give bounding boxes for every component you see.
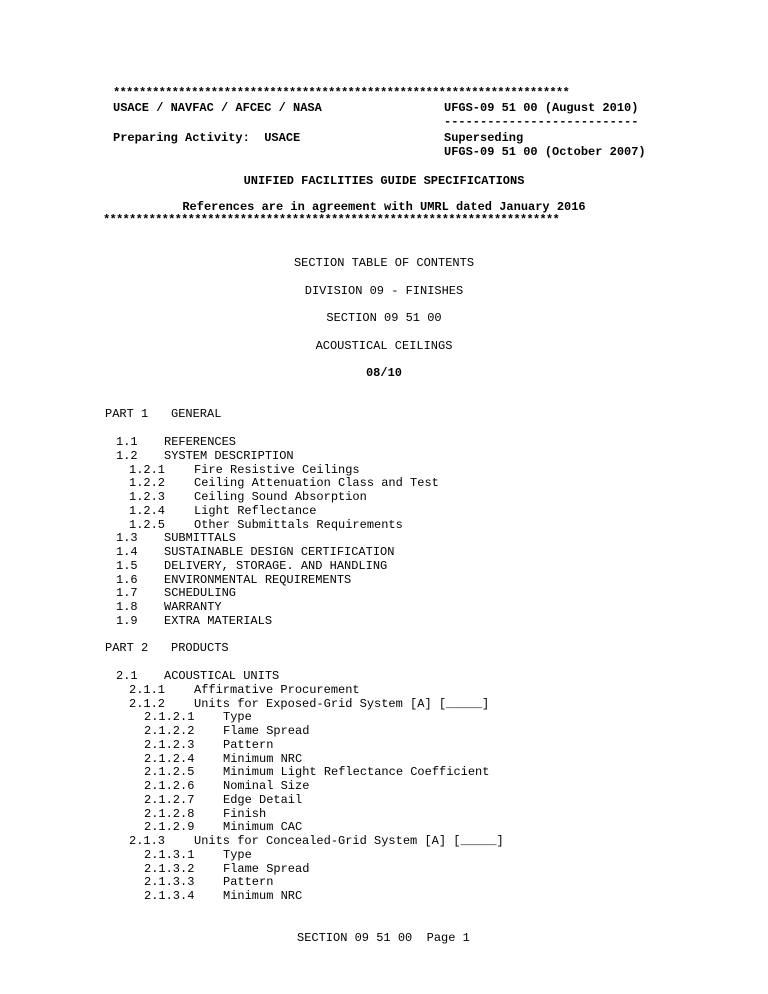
section-title: SECTION 09 51 00 bbox=[326, 311, 442, 325]
star-rule-top: ********************************************************************** bbox=[113, 86, 569, 100]
toc-item-title: SCHEDULING bbox=[164, 586, 237, 601]
toc-item-number: 1.7 bbox=[116, 586, 138, 601]
toc-item-number: 2.1.3.1 bbox=[144, 847, 195, 862]
toc-item-title: Type bbox=[223, 847, 252, 862]
toc-item-title: Nominal Size bbox=[223, 779, 310, 793]
toc-item-number: 2.1.2 bbox=[129, 696, 166, 711]
part2-title: PRODUCTS bbox=[171, 641, 229, 655]
star-rule-bottom: ********************************************************************** bbox=[103, 213, 559, 227]
toc-item-title: Flame Spread bbox=[223, 724, 310, 738]
part2-number: PART 2 bbox=[105, 641, 149, 655]
toc-item-number: 1.8 bbox=[116, 600, 138, 614]
spec-number: UFGS-09 51 00 (August 2010) bbox=[444, 101, 639, 115]
toc-item-number: 2.1.2.7 bbox=[144, 792, 195, 807]
toc-item-number: 2.1.2.9 bbox=[144, 820, 195, 835]
toc-item-title: ENVIRONMENTAL REQUIREMENTS bbox=[164, 572, 352, 587]
toc-item-number: 1.2 bbox=[116, 448, 138, 463]
toc-item-number: 2.1.3.4 bbox=[144, 889, 195, 903]
toc-item-title: EXTRA MATERIALS bbox=[164, 613, 273, 628]
toc-item-number: 1.5 bbox=[116, 558, 138, 573]
toc-item-title: Units for Exposed-Grid System [A] [_____] bbox=[194, 696, 490, 711]
toc-item-title: SUBMITTALS bbox=[164, 531, 237, 546]
section-name: ACOUSTICAL CEILINGS bbox=[315, 339, 453, 353]
toc-item-title: Pattern bbox=[223, 737, 274, 752]
dash-rule: --------------------------- bbox=[444, 115, 639, 129]
toc-item-title: Minimum CAC bbox=[223, 820, 303, 835]
toc-item-number: 2.1.2.4 bbox=[144, 751, 195, 766]
toc-item-title: Minimum NRC bbox=[223, 751, 303, 766]
toc-item-number: 2.1.2.1 bbox=[144, 710, 195, 725]
toc-item-number: 1.2.5 bbox=[129, 517, 166, 532]
toc-item-number: 1.9 bbox=[116, 613, 138, 628]
toc-item-number: 1.2.4 bbox=[129, 503, 166, 518]
superseding-label: Superseding bbox=[444, 131, 524, 145]
page-footer: SECTION 09 51 00 Page 1 bbox=[297, 931, 470, 945]
toc-item-number: 2.1.3 bbox=[129, 834, 166, 848]
toc-item-number: 2.1.2.6 bbox=[144, 779, 195, 793]
toc-item-title: Light Reflectance bbox=[194, 503, 317, 518]
toc-item-title: SUSTAINABLE DESIGN CERTIFICATION bbox=[164, 545, 395, 559]
toc-item-title: Type bbox=[223, 710, 252, 725]
toc-item-title: Affirmative Procurement bbox=[194, 682, 360, 697]
toc-item-number: 1.6 bbox=[116, 572, 138, 587]
toc-item-title: Units for Concealed-Grid System [A] [_____] bbox=[194, 834, 504, 848]
toc-item-title: Pattern bbox=[223, 875, 274, 890]
part1-number: PART 1 bbox=[105, 407, 149, 421]
toc-item-title: Minimum NRC bbox=[223, 889, 303, 903]
toc-item-title: Other Submittals Requirements bbox=[194, 517, 403, 532]
superseded-spec: UFGS-09 51 00 (October 2007) bbox=[444, 145, 646, 159]
toc-item-number: 2.1.2.8 bbox=[144, 806, 195, 821]
toc-item-number: 1.3 bbox=[116, 531, 138, 546]
toc-item-title: Fire Resistive Ceilings bbox=[194, 462, 360, 477]
toc-item-title: ACOUSTICAL UNITS bbox=[164, 669, 280, 683]
preparing-activity: Preparing Activity: USACE bbox=[113, 131, 301, 145]
toc-item-number: 2.1.1 bbox=[129, 682, 166, 697]
toc-item-number: 1.2.1 bbox=[129, 462, 166, 477]
toc-title: SECTION TABLE OF CONTENTS bbox=[293, 256, 475, 270]
agencies-text: USACE / NAVFAC / AFCEC / NASA bbox=[113, 101, 322, 115]
toc-item-number: 1.2.3 bbox=[129, 490, 166, 504]
toc-item-number: 2.1.3.2 bbox=[144, 861, 195, 876]
toc-item-title: REFERENCES bbox=[164, 435, 237, 449]
date-code: 08/10 bbox=[365, 366, 402, 380]
toc-item-title: SYSTEM DESCRIPTION bbox=[164, 448, 294, 463]
toc-item-title: Flame Spread bbox=[223, 861, 310, 876]
toc-item-number: 2.1.2.5 bbox=[144, 765, 195, 780]
part1-title: GENERAL bbox=[171, 407, 222, 421]
division-title: DIVISION 09 - FINISHES bbox=[304, 284, 464, 298]
toc-item-title: Ceiling Sound Absorption bbox=[194, 490, 367, 504]
guide-title: UNIFIED FACILITIES GUIDE SPECIFICATIONS bbox=[243, 174, 525, 188]
toc-item-title: Minimum Light Reflectance Coefficient bbox=[223, 765, 490, 780]
toc-item-number: 2.1.2.2 bbox=[144, 724, 195, 738]
toc-item-title: Edge Detail bbox=[223, 792, 303, 807]
toc-item-number: 1.4 bbox=[116, 545, 138, 559]
toc-item-number: 2.1.3.3 bbox=[144, 875, 195, 890]
toc-item-number: 2.1 bbox=[116, 669, 138, 683]
toc-item-title: Ceiling Attenuation Class and Test bbox=[194, 476, 439, 491]
toc-item-title: WARRANTY bbox=[164, 600, 222, 614]
toc-item-number: 1.1 bbox=[116, 435, 138, 449]
toc-item-title: DELIVERY, STORAGE. AND HANDLING bbox=[164, 558, 388, 573]
umrl-note: References are in agreement with UMRL dated January 2016 bbox=[182, 200, 586, 214]
toc-item-number: 1.2.2 bbox=[129, 476, 166, 491]
toc-item-title: Finish bbox=[223, 806, 267, 821]
toc-item-number: 2.1.2.3 bbox=[144, 737, 195, 752]
